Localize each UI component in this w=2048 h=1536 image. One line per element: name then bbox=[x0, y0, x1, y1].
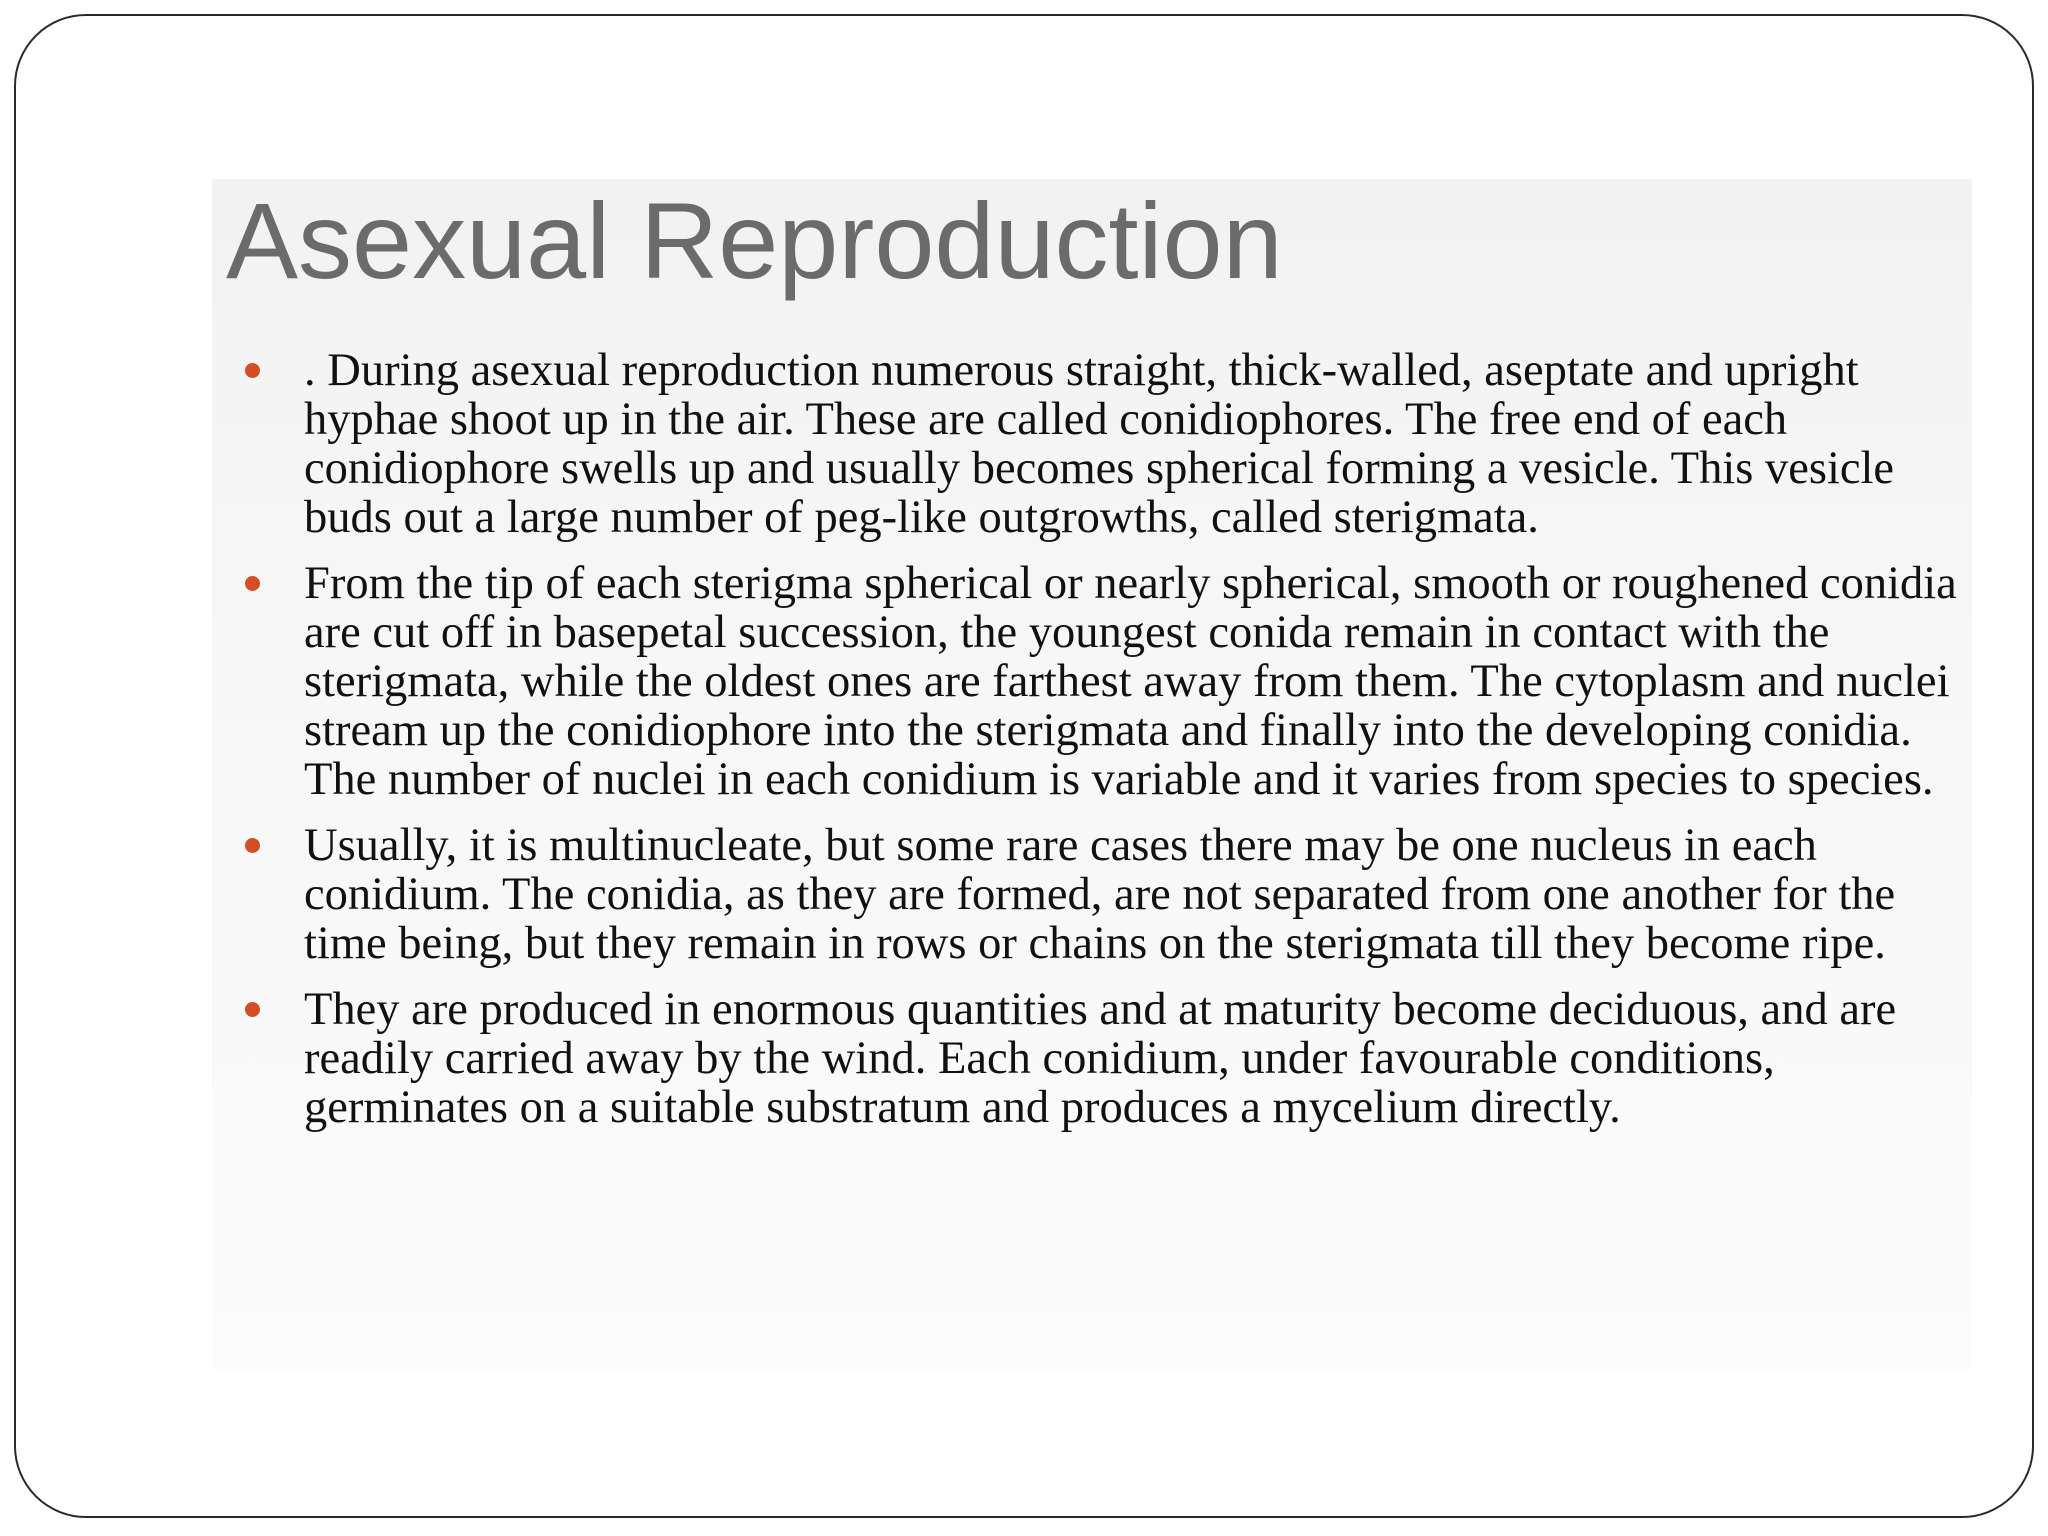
bullet-text: . During asexual reproduction numerous straight, thick-walled, aseptate and upright hyphae shoot up in the air. These are called conidiophores. The free end of each conidiophore swells up and usually becomes spherical forming a vesicle. This vesicle buds out a large number of peg-like outgrowths, called sterigmata. bbox=[304, 345, 1895, 543]
bullet-item bbox=[226, 821, 1966, 968]
bullet-list bbox=[226, 346, 1966, 1149]
bullet-dot-icon bbox=[245, 576, 260, 591]
bullet-text: From the tip of each sterigma spherical or nearly spherical, smooth or roughened conidia are cut off in basepetal succession, the youngest conida remain in contact with the sterigmata, while the oldest ones are farthest away from them. The cytoplasm and nuclei stream up the conidiophore into the sterigmata and finally into the developing conidia. The number of nuclei in each conidium is variable and it varies from species to species. bbox=[304, 558, 1957, 805]
bullet-dot-icon bbox=[245, 838, 260, 853]
bullet-text: They are produced in enormous quantities and at maturity become deciduous, and are readily carried away by the wind. Each conidium, under favourable conditions, germinates on a suitable substratum and produces a mycelium directly. bbox=[304, 984, 1897, 1133]
slide-title: Asexual Reproduction bbox=[226, 180, 1283, 301]
bullet-text: Usually, it is multinucleate, but some rare cases there may be one nucleus in each conidium. The conidia, as they are formed, are not separated from one another for the time being, but they remain in rows or chains on the sterigmata till they become ripe. bbox=[304, 820, 1896, 969]
bullet-item bbox=[226, 346, 1966, 542]
slide-frame bbox=[14, 14, 2034, 1518]
bullet-item bbox=[226, 985, 1966, 1132]
bullet-dot-icon bbox=[245, 363, 260, 378]
bullet-item bbox=[226, 559, 1966, 804]
bullet-dot-icon bbox=[245, 1002, 260, 1017]
